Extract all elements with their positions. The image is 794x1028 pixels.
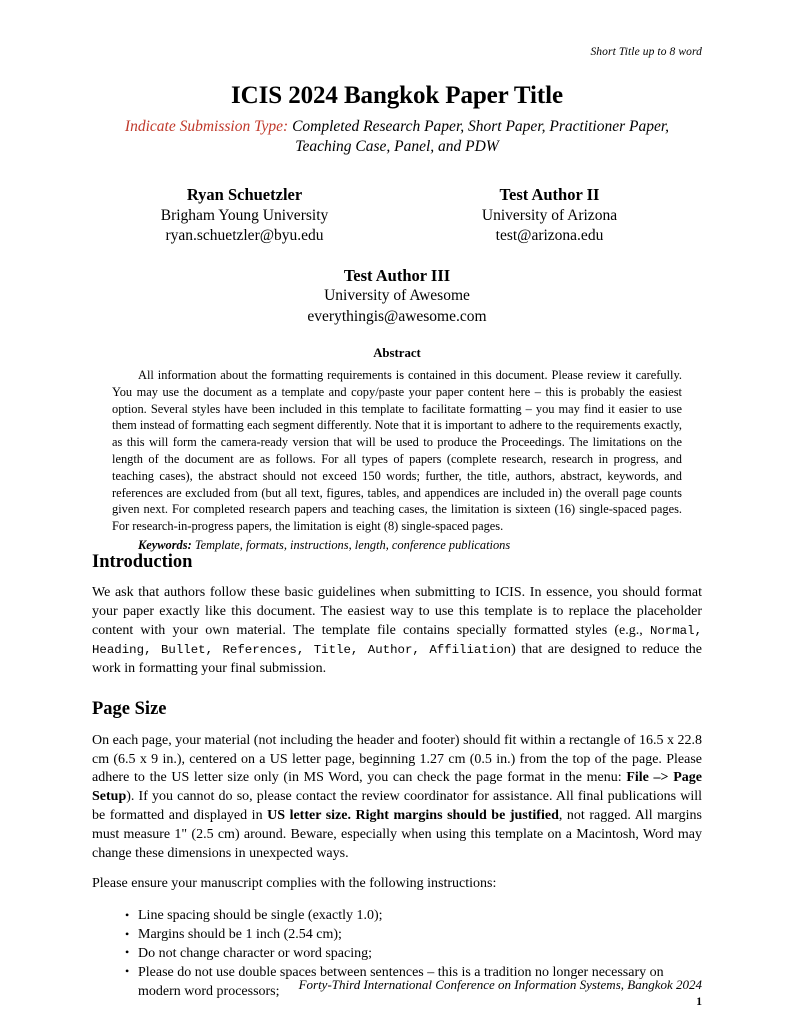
- author-row: [92, 265, 702, 328]
- author-affiliation: University of Arizona: [481, 206, 618, 224]
- abstract-section: [112, 346, 682, 554]
- submission-type-line: [110, 117, 684, 157]
- keywords-label: Keywords:: [138, 537, 192, 552]
- emphasis-us-letter-size: US letter size. Right margins should be justified: [267, 807, 559, 823]
- page-size-text-part1: On each page, your material (not including the header and footer) should fit within a rectangle of 16.5 x 22.8 cm (6.5 x 9 in.), centered on a US letter page, beginning 1.27 cm (0.5 in.) from the top of the page. Please adhere to the US letter size only (in MS Word, you can check the page format in the menu:: [92, 732, 702, 786]
- author-name: Test Author II: [499, 185, 600, 204]
- footer-conference-name: Forty-Third International Conference on Information Systems, Bangkok 2024: [298, 977, 702, 993]
- list-item: • Margins should be 1 inch (2.54 cm);: [125, 926, 702, 945]
- author-row: [92, 184, 702, 247]
- list-item: • Do not change character or word spacing;: [125, 945, 702, 964]
- title-block: [92, 82, 702, 157]
- author-entry: [92, 184, 397, 247]
- section-introduction: [92, 552, 702, 678]
- style-name-heading: Heading: [92, 642, 145, 657]
- author-name: Test Author III: [343, 265, 451, 285]
- keywords-value: Template, formats, instructions, length, conference publications: [194, 537, 511, 552]
- introduction-paragraph: We ask that authors follow these basic guidelines when submitting to ICIS. In essence, you should format your paper exactly like this document. The easiest way to use this template is to replace the placeholder content with your own material. The template file contains specially formatted styles (e.g., Normal, Heading, Bullet, References, Title, Author, Affiliation) that are designed to reduce the work in formatting your final submission.: [92, 585, 703, 676]
- intro-text-part2: ) that are designed to reduce the work in formatting your final submission.: [92, 641, 703, 676]
- author-affiliation: University of Awesome: [324, 287, 470, 305]
- section-page-size: [92, 699, 702, 1001]
- style-name-normal: Normal: [649, 623, 695, 638]
- instructions-lead-in: Please ensure your manuscript complies with the following instructions:: [92, 876, 497, 892]
- submission-type-label: Indicate Submission Type:: [124, 118, 289, 135]
- list-item: • Line spacing should be single (exactly 1.0);: [125, 907, 702, 926]
- style-name-bullet: Bullet: [160, 642, 206, 657]
- page-size-text-part2: ). If you cannot do so, please contact the review coordinator for assistance. All final publications will be formatted and displayed in: [92, 789, 702, 823]
- author-email: test@arizona.edu: [495, 227, 604, 245]
- style-name-author: Author: [367, 642, 413, 657]
- style-name-references: References: [222, 642, 297, 657]
- author-affiliation: Brigham Young University: [160, 206, 329, 224]
- running-header: [92, 46, 702, 58]
- author-block: [92, 184, 702, 327]
- page-title: ICIS 2024 Bangkok Paper Title: [231, 82, 563, 109]
- author-email: everythingis@awesome.com: [307, 307, 487, 325]
- page-number: 1: [696, 996, 702, 1008]
- list-item: • Please do not use double spaces between sentences – this is a tradition no longer necessary on modern word processors;: [125, 964, 702, 1002]
- abstract-body: All information about the formatting requirements is contained in this document. Please review it carefully. You may use the document as a template and copy/paste your paper content here – this is probably the easiest option. Several styles have been included in this template to facilitate formatting – you may find it easier to use them instead of formatting each segment differently. Note that it is important to adhere to the requirements exactly, as this will form the camera-ready version that will be used to produce the Proceedings. The limitations on the length of the document are as follows. For all types of papers (complete research, research in progress, and teaching cases), the abstract should not exceed 150 words; further, the title, authors, abstract, keywords, and references are excluded from (but all text, figures, tables, and appendices are included in) the overall page counts given next. For completed research papers and teaching cases, the limitation is sixteen (16) single-spaced pages. For research-in-progress papers, the limitation is eight (8) single-spaced pages.: [112, 368, 682, 534]
- page-size-paragraph: [92, 732, 702, 864]
- page-size-text-part3: , not ragged. All margins must measure 1" (2.5 cm) around. Beware, especially when using this template on a Macintosh, Word may change these dimensions in unexpected ways.: [92, 807, 702, 861]
- menu-path-file-page-setup: File –> Page Setup: [92, 770, 702, 805]
- section-heading-page-size: Page Size: [92, 699, 167, 720]
- author-email: ryan.schuetzler@byu.edu: [165, 227, 324, 245]
- submission-type-value: Completed Research Paper, Short Paper, Practitioner Paper, Teaching Case, Panel, and PDW: [292, 118, 670, 155]
- running-header-text: Short Title up to 8 word: [590, 46, 702, 58]
- abstract-heading: Abstract: [373, 346, 421, 360]
- author-entry: [92, 265, 702, 328]
- author-name: Ryan Schuetzler: [186, 185, 303, 204]
- body-content: [92, 552, 702, 1001]
- style-name-title: Title: [313, 642, 351, 657]
- section-heading-introduction: Introduction: [92, 552, 193, 572]
- page-footer: [92, 977, 702, 1008]
- style-name-affiliation: Affiliation: [429, 642, 512, 657]
- intro-text-part1: We ask that authors follow these basic guidelines when submitting to ICIS. In essence, you should format your paper exactly like this document. The easiest way to use this template is to replace the placeholder content with your own material. The template file contains specially formatted styles (e.g.,: [92, 585, 702, 638]
- author-entry: [397, 184, 702, 247]
